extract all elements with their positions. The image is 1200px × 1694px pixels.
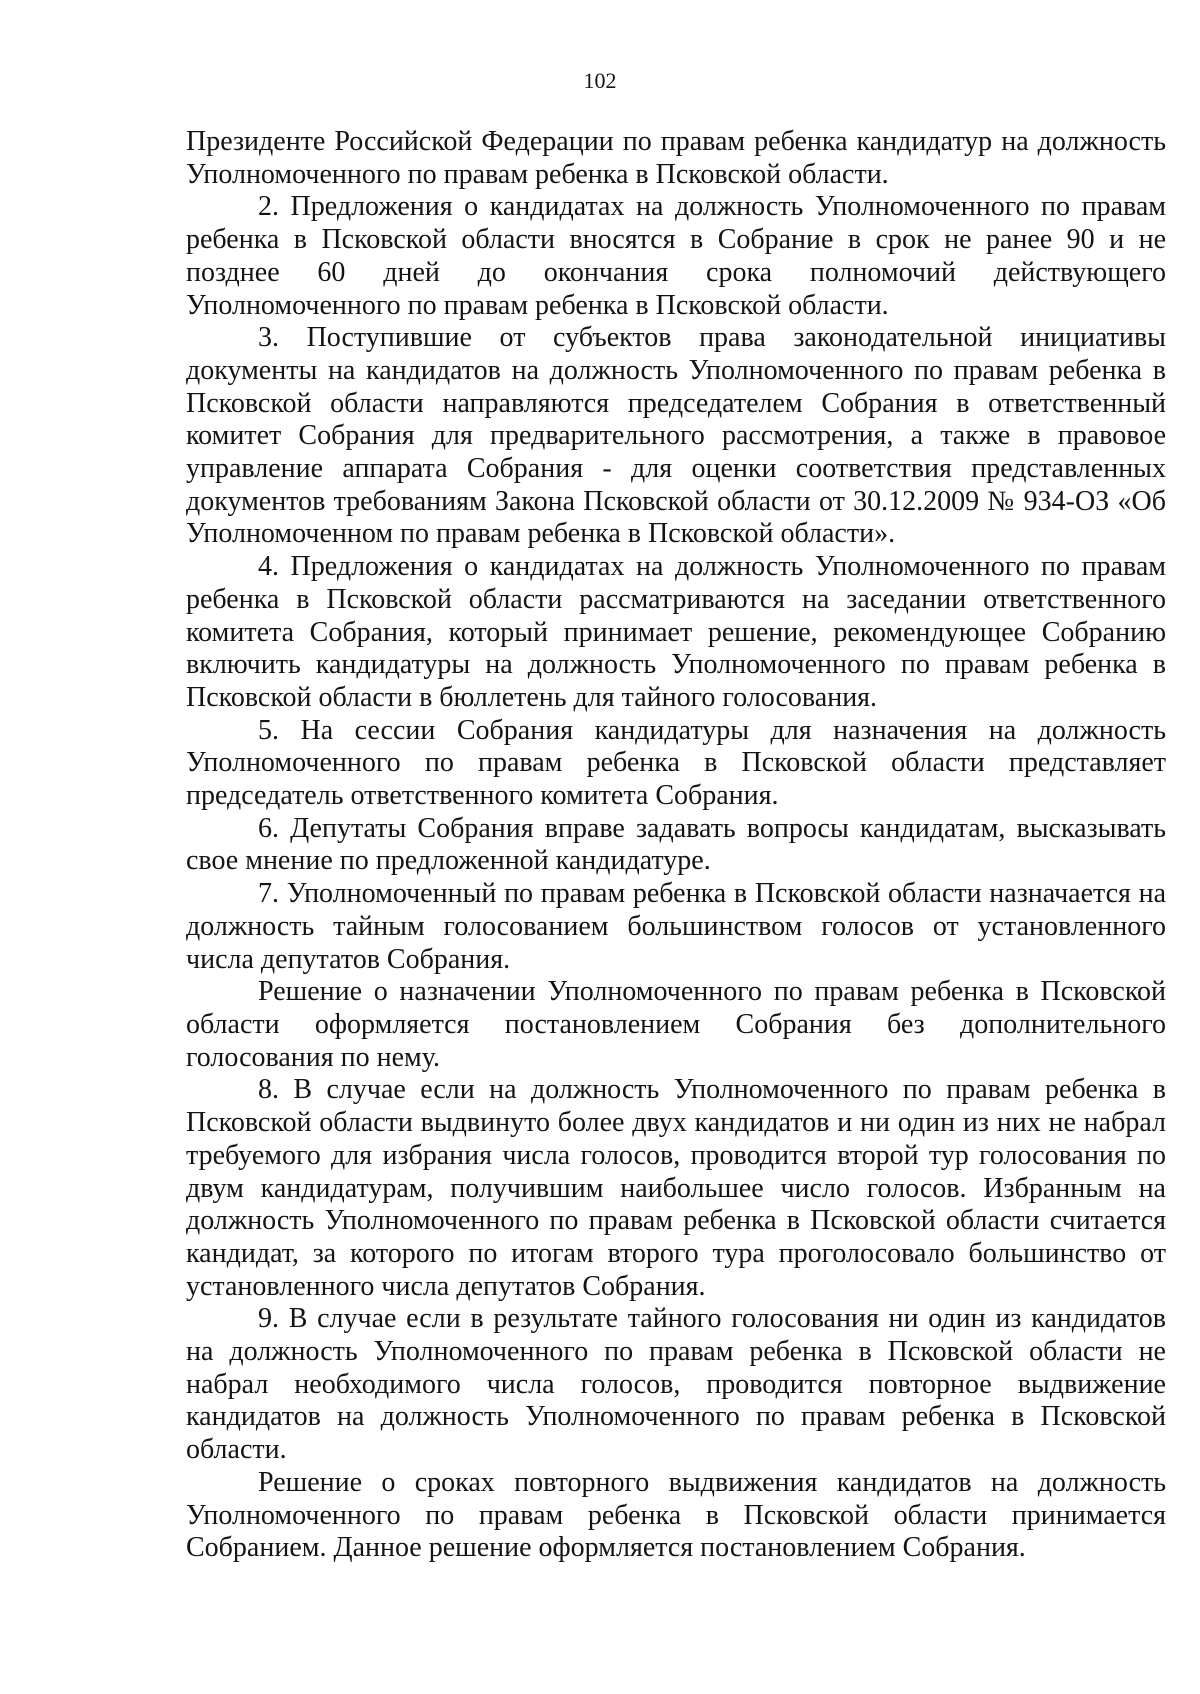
- paragraph-item-3: 3. Поступившие от субъектов права законодательной инициативы документы на кандидатов на должность Уполномоченного по правам ребенка в Псковской области направляются председателем Собрания в ответственный комитет Собрания для предварительного рассмотрения, а также в правовое управление аппарата Собрания - для оценки соответствия представленных документов требованиям Закона Псковской области от 30.12.2009 № 934-ОЗ «Об Уполномоченном по правам ребенка в Псковской области».: [186, 322, 1166, 550]
- paragraph-item-9-decision: Решение о сроках повторного выдвижения кандидатов на должность Уполномоченного по правам ребенка в Псковской области принимается Собранием. Данное решение оформляется постановлением Собрания.: [186, 1466, 1166, 1564]
- paragraph-item-8: 8. В случае если на должность Уполномоченного по правам ребенка в Псковской области выдвинуто более двух кандидатов и ни один из них не набрал требуемого для избрания числа голосов, проводится второй тур голосования по двум кандидатурам, получившим наибольшее число голосов. Избранным на должность Уполномоченного по правам ребенка в Псковской области считается кандидат, за которого по итогам второго тура проголосовало большинство от установленного числа депутатов Собрания.: [186, 1074, 1166, 1302]
- paragraph-item-9: 9. В случае если в результате тайного голосования ни один из кандидатов на должность Уполномоченного по правам ребенка в Псковской области не набрал необходимого числа голосов, проводится повторное выдвижение кандидатов на должность Уполномоченного по правам ребенка в Псковской области.: [186, 1303, 1166, 1466]
- page-number: 102: [583, 68, 617, 93]
- document-body: [186, 126, 1166, 1565]
- paragraph-item-4: 4. Предложения о кандидатах на должность Уполномоченного по правам ребенка в Псковской области рассматриваются на заседании ответственного комитета Собрания, который принимает решение, рекомендующее Собранию включить кандидатуры на должность Уполномоченного по правам ребенка в Псковской области в бюллетень для тайного голосования.: [186, 551, 1166, 713]
- paragraph-item-7: 7. Уполномоченный по правам ребенка в Псковской области назначается на должность тайным голосованием большинством голосов от установленного числа депутатов Собрания.: [186, 878, 1166, 975]
- paragraph-item-2: 2. Предложения о кандидатах на должность Уполномоченного по правам ребенка в Псковской области вносятся в Собрание в срок не ранее 90 и не позднее 60 дней до окончания срока полномочий действующего Уполномоченного по правам ребенка в Псковской области.: [186, 191, 1166, 321]
- paragraph-continuation: Президенте Российской Федерации по правам ребенка кандидатур на должность Уполномоченного по правам ребенка в Псковской области.: [186, 126, 1166, 190]
- paragraph-item-5: 5. На сессии Собрания кандидатуры для назначения на должность Уполномоченного по правам ребенка в Псковской области представляет председатель ответственного комитета Собрания.: [186, 714, 1166, 812]
- paragraph-item-6: 6. Депутаты Собрания вправе задавать вопросы кандидатам, высказывать свое мнение по предложенной кандидатуре.: [186, 812, 1166, 877]
- paragraph-item-7-decision: Решение о назначении Уполномоченного по правам ребенка в Псковской области оформляется постановлением Собрания без дополнительного голосования по нему.: [186, 976, 1166, 1073]
